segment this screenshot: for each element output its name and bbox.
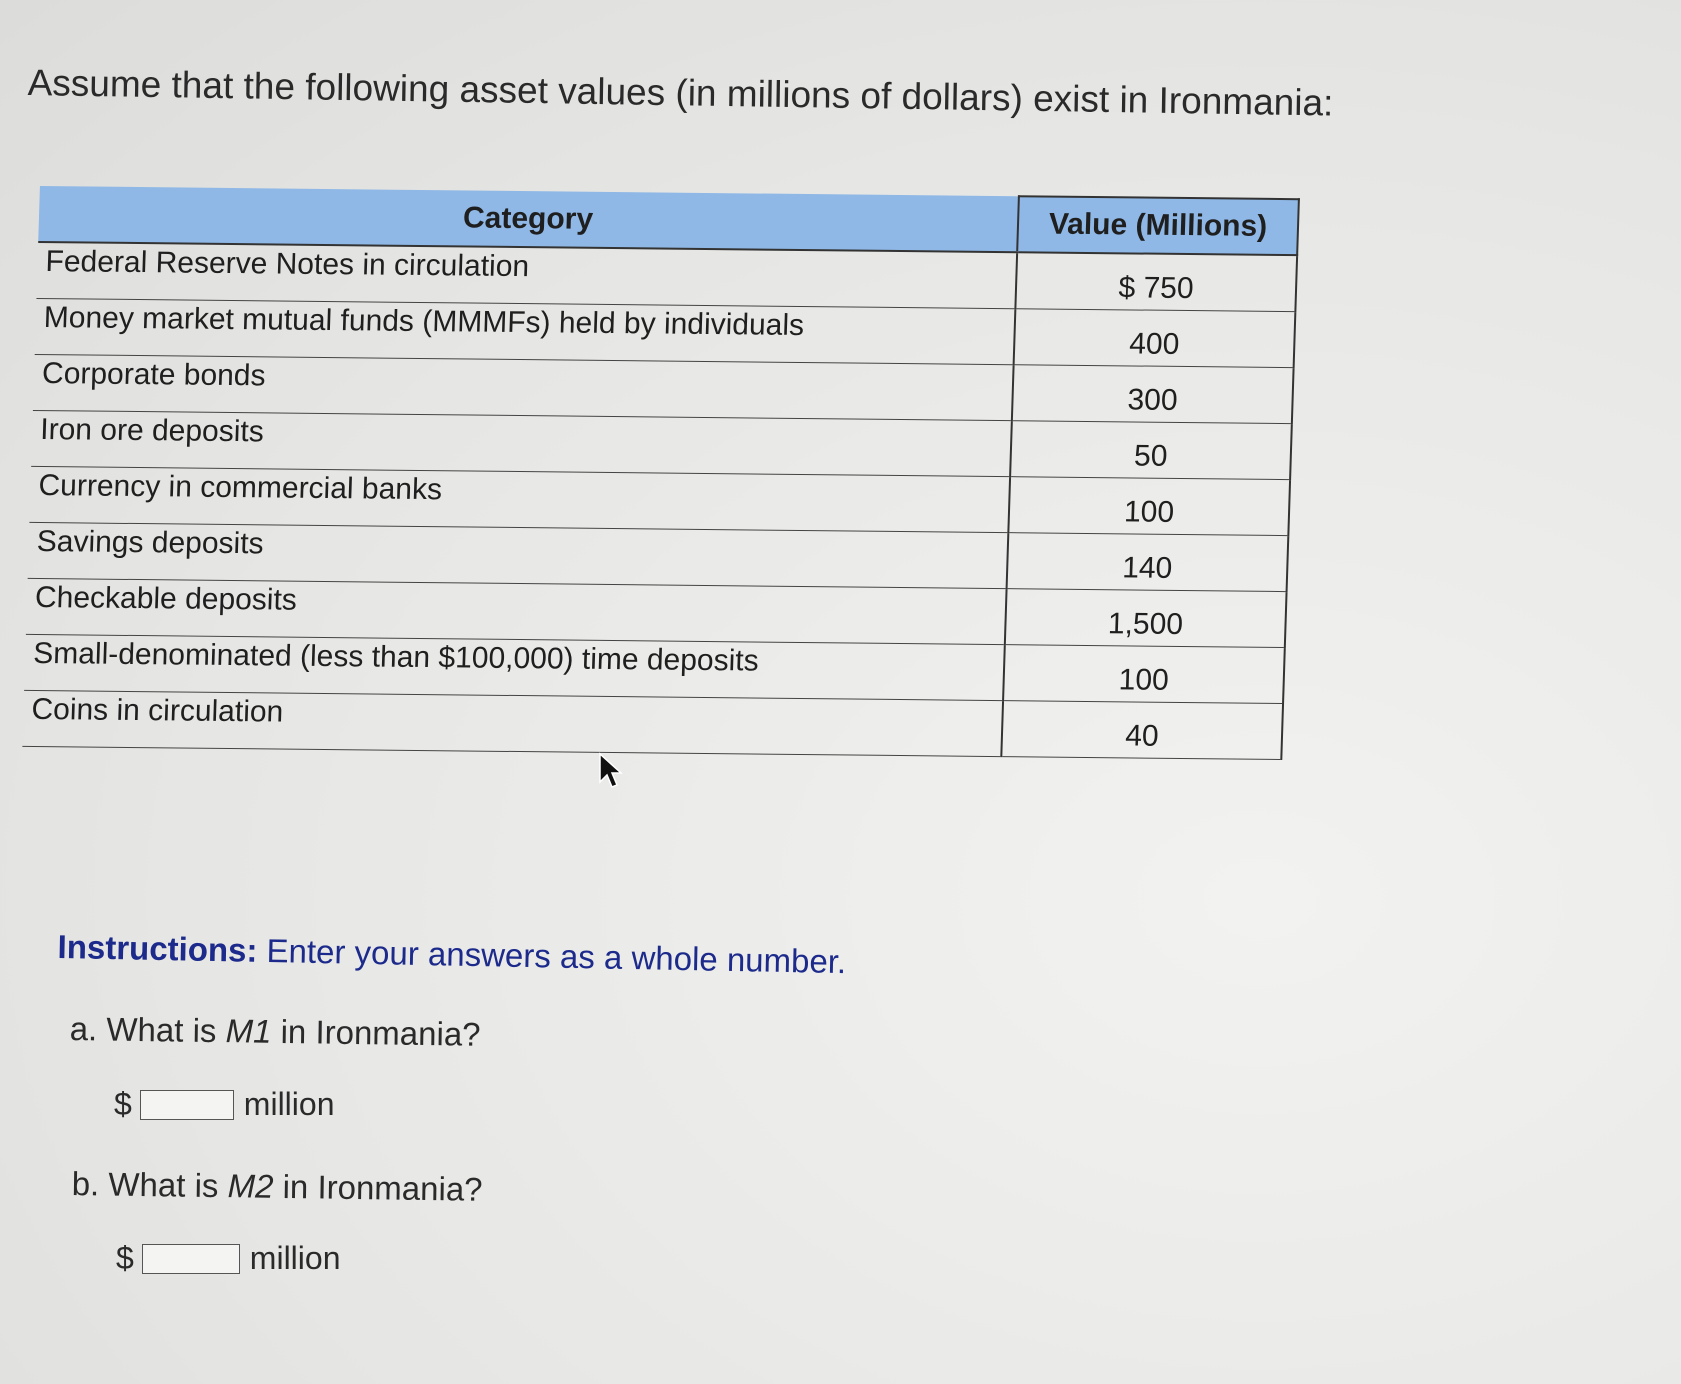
asset-table (22, 185, 1300, 760)
answer-b-unit: million (249, 1240, 341, 1276)
row-category: Checkable deposits (26, 578, 1007, 644)
answer-a-row (114, 1086, 334, 1123)
table-row (22, 690, 1283, 759)
row-value: 50 (1010, 421, 1292, 480)
question-a (69, 1010, 480, 1054)
answer-b-input[interactable] (142, 1244, 240, 1274)
answer-a-currency: $ (114, 1086, 132, 1122)
row-category: Small-denominated (less than $100,000) time deposits (24, 634, 1005, 700)
answer-a-unit: million (243, 1086, 335, 1122)
question-b-post: in Ironmania? (273, 1167, 483, 1208)
header-value: Value (Millions) (1017, 196, 1299, 255)
question-a-letter: a. (69, 1010, 98, 1048)
row-value: 40 (1001, 701, 1283, 760)
question-b (71, 1165, 482, 1209)
row-category: Coins in circulation (22, 690, 1003, 756)
row-category: Iron ore deposits (31, 410, 1012, 476)
question-a-pre: What is (106, 1010, 226, 1050)
answer-b-currency: $ (116, 1240, 134, 1276)
row-category: Savings deposits (28, 522, 1009, 588)
row-value: 100 (1008, 477, 1290, 536)
row-category: Corporate bonds (33, 354, 1014, 420)
asset-table-container (22, 185, 1300, 760)
row-value: 100 (1003, 645, 1285, 704)
question-prompt: Assume that the following asset values (in millions of dollars) exist in Ironmania: (27, 62, 1334, 124)
header-category: Category (38, 186, 1019, 252)
row-value: $ 750 (1015, 252, 1297, 311)
answer-b-row (116, 1240, 340, 1277)
row-value: 140 (1007, 533, 1289, 592)
answer-a-input[interactable] (140, 1090, 234, 1120)
question-b-pre: What is (108, 1165, 228, 1205)
mouse-pointer-icon (598, 752, 624, 790)
instructions (57, 928, 846, 981)
row-value: 300 (1012, 365, 1294, 424)
question-b-letter: b. (71, 1165, 100, 1203)
instructions-text: Enter your answers as a whole number. (257, 931, 847, 981)
question-a-post: in Ironmania? (271, 1012, 481, 1053)
row-category: Federal Reserve Notes in circulation (36, 242, 1017, 309)
row-value: 400 (1014, 309, 1296, 368)
row-value: 1,500 (1005, 589, 1287, 648)
row-category: Currency in commercial banks (29, 466, 1010, 532)
instructions-label: Instructions: (57, 928, 258, 969)
row-category: Money market mutual funds (MMMFs) held by individuals (35, 298, 1016, 364)
question-a-symbol: M1 (225, 1012, 272, 1050)
question-b-symbol: M2 (227, 1167, 274, 1205)
